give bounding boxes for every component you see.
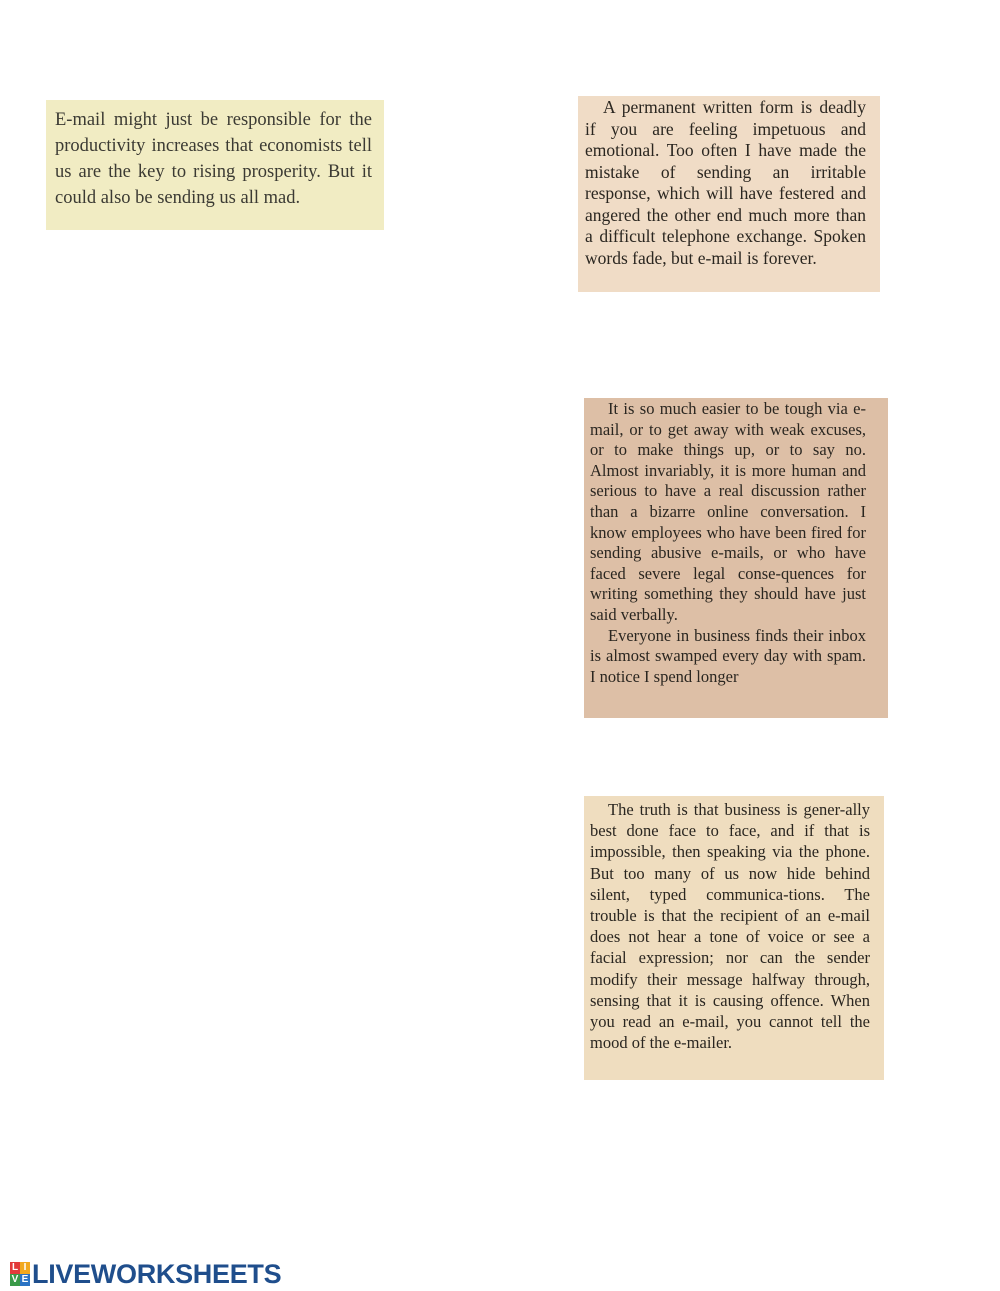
logo-mark-letter: V bbox=[11, 1274, 19, 1285]
text-clipping-email-productivity bbox=[46, 100, 384, 230]
logo-mark-icon bbox=[10, 1262, 30, 1286]
text-clipping-permanent-written-form bbox=[578, 96, 880, 292]
liveworksheets-logo bbox=[10, 1258, 281, 1290]
logo-text: LIVEWORKSHEETS bbox=[32, 1258, 282, 1289]
clipping-paragraph: E-mail might just be responsible for the productivity increases that economists tell us are the key to rising prosperity. But it could also be sending us all mad. bbox=[55, 110, 372, 208]
text-clipping-tough-via-email bbox=[584, 398, 888, 718]
clipping-paragraph: A permanent written form is deadly if you are feeling impetuous and emotional. Too often I have made the mistake of sending an irritable response, which will have festered and angered the other end much more than a difficult telephone exchange. Spoken words fade, but e-mail is forever. bbox=[585, 97, 866, 268]
clipping-paragraph: Everyone in business finds their inbox is almost swamped every day with spam. I notice I spend longer bbox=[590, 625, 866, 686]
clipping-paragraph: It is so much easier to be tough via e-mail, or to get away with weak excuses, or to make things up, or to say no. Almost invariably, it is more human and serious to have a real discussion rather than a bizarre online conversation. I know employees who have been fired for sending abusive e-mails, or who have faced severe legal conse-quences for writing something they should have just said verbally. bbox=[590, 399, 866, 624]
clipping-paragraph: The truth is that business is gener-ally best done face to face, and if that is impossible, then speaking via the phone. But too many of us now hide behind silent, typed communica-tions. The trouble is that the recipient of an e-mail does not hear a tone of voice or see a facial expression; nor can the sender modify their message halfway through, sensing that it is causing offence. When you read an e-mail, you cannot tell the mood of the e-mailer. bbox=[590, 800, 870, 1053]
text-clipping-face-to-face bbox=[584, 796, 884, 1080]
logo-mark-letter: I bbox=[20, 1262, 30, 1274]
logo-mark-letter: L bbox=[11, 1262, 19, 1273]
logo-mark-letter: E bbox=[21, 1274, 29, 1285]
